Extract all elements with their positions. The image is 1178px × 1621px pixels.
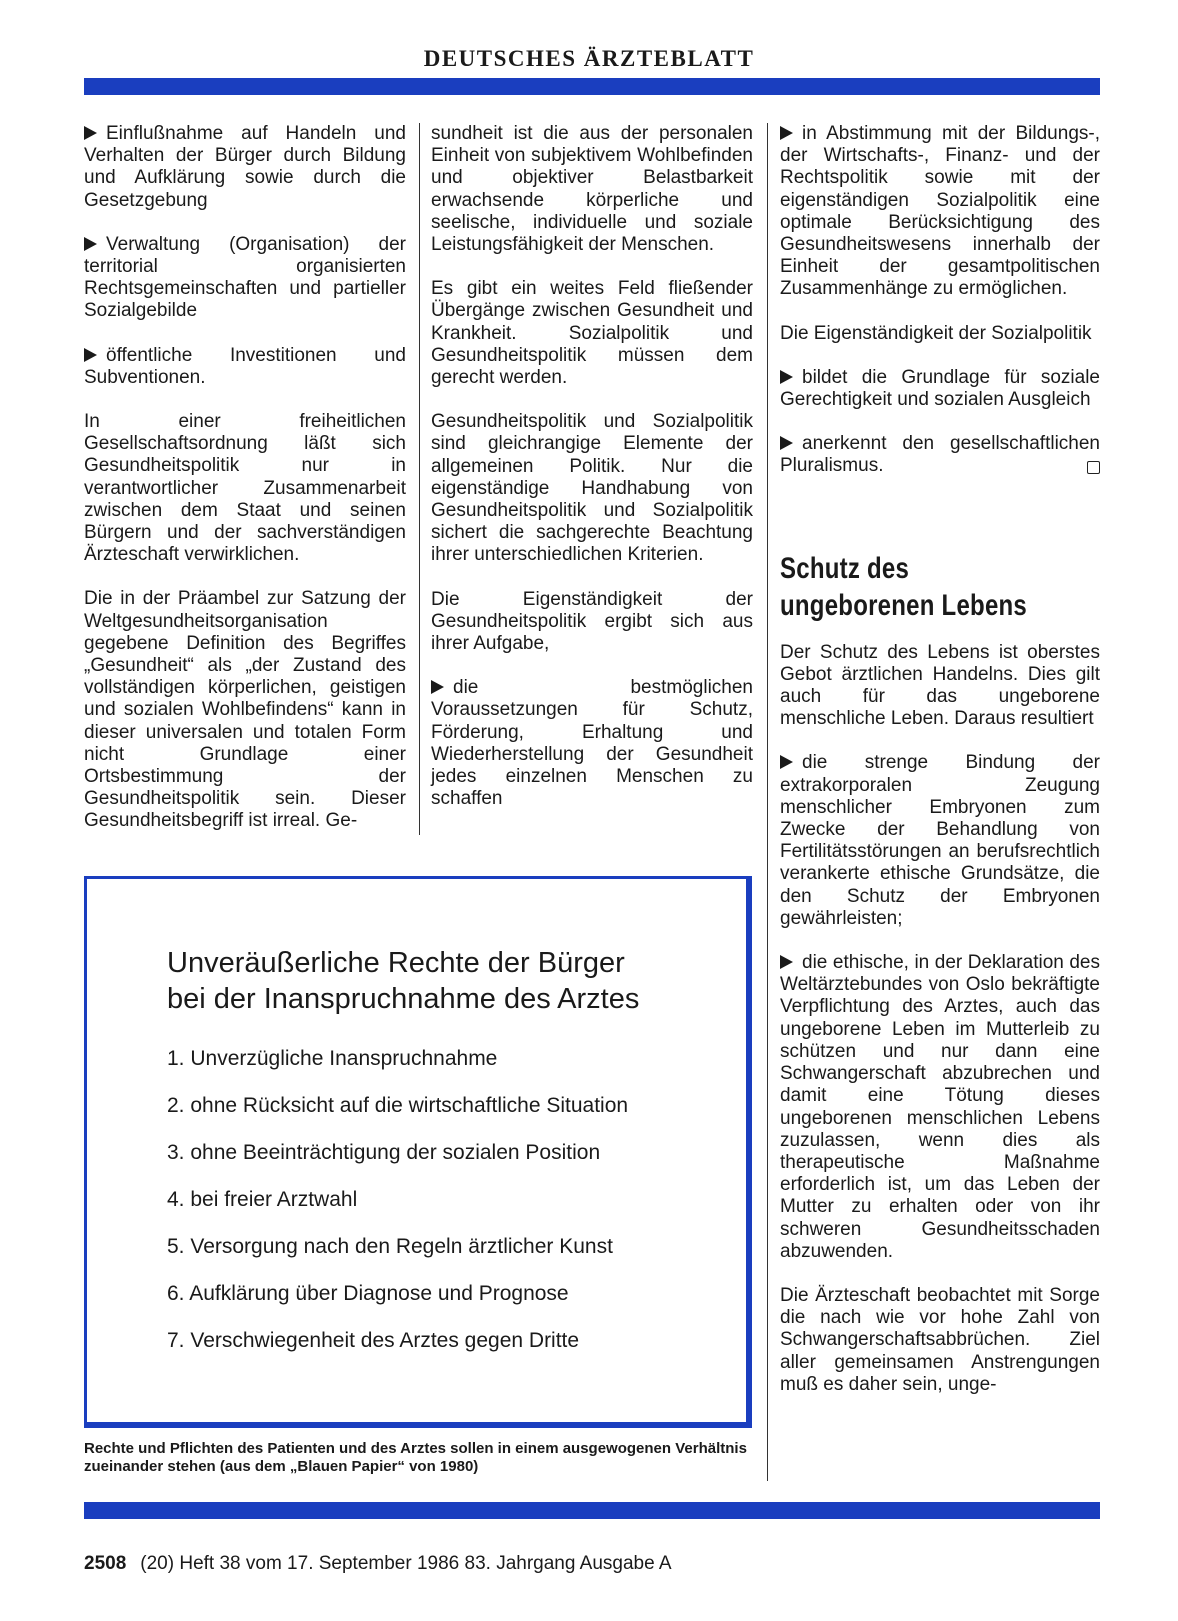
- triangle-bullet-icon: [84, 126, 97, 140]
- bullet-paragraph: die strenge Bindung der extrakorporalen Zeugung menschlicher Embryonen zum Zwecke der Behandlung von Fertilitätsstörungen an berufsrechtlich verankerte ethische Grundsätze, die den Schutz der Embryonen gewährleisten;: [780, 752, 1100, 929]
- rights-box-title: [167, 945, 727, 1017]
- bullet-paragraph: Verwaltung (Organisation) der territorial organisierten Rechtsgemeinschaften und partieller Sozialgebilde: [84, 233, 406, 322]
- body-paragraph: Der Schutz des Lebens ist oberstes Gebot ärztlichen Handelns. Dies gilt auch für das ungeborene menschliche Leben. Daraus resultiert: [780, 641, 1100, 730]
- triangle-bullet-icon: [780, 126, 793, 140]
- rights-list-item: 3. ohne Beeinträchtigung der sozialen Position: [167, 1141, 601, 1164]
- column-2: [431, 123, 753, 810]
- triangle-bullet-icon: [84, 237, 97, 251]
- triangle-bullet-icon: [431, 680, 444, 694]
- bullet-paragraph: in Abstimmung mit der Bildungs-, der Wirtschafts-, Finanz- und der Rechtspolitik sowie mit der eigenständigen Sozialpolitik eine optimale Berücksichtigung des Gesundheitswesens innerhalb der Einheit der gesamtpolitischen Zusammenhänge zu ermöglichen.: [780, 123, 1100, 300]
- column-divider: [419, 123, 420, 835]
- body-paragraph: Die Eigenständigkeit der Gesundheitspolitik ergibt sich aus ihrer Aufgabe,: [431, 588, 753, 655]
- triangle-bullet-icon: [780, 370, 793, 384]
- rights-list: [167, 1047, 628, 1376]
- masthead-title: DEUTSCHES ÄRZTEBLATT: [423, 46, 755, 71]
- triangle-bullet-icon: [780, 955, 793, 969]
- end-of-article-icon: [1087, 461, 1100, 474]
- body-paragraph: In einer freiheitlichen Gesellschaftsordnung läßt sich Gesundheitspolitik nur in verantwortlicher Zusammenarbeit zwischen dem Staat und seinen Bürgern und der sachverständigen Ärzteschaft verwirklichen.: [84, 411, 406, 566]
- rights-list-item: 4. bei freier Arztwahl: [167, 1188, 358, 1211]
- bottom-blue-bar: [84, 1502, 1100, 1519]
- top-blue-bar: [84, 78, 1100, 95]
- page-footer: [84, 1552, 672, 1576]
- issue-info: (20) Heft 38 vom 17. September 1986 83. Jahrgang Ausgabe A: [140, 1553, 672, 1574]
- section-heading-line: Schutz des: [780, 551, 910, 585]
- column-1: [84, 123, 406, 833]
- rights-list-item: 6. Aufklärung über Diagnose und Prognose: [167, 1282, 569, 1305]
- column-divider: [767, 123, 768, 1481]
- rights-list-item: 5. Versorgung nach den Regeln ärztlicher Kunst: [167, 1235, 613, 1258]
- body-paragraph: Es gibt ein weites Feld fließender Übergänge zwischen Gesundheit und Krankheit. Sozialpolitik und Gesundheitspolitik müssen dem gerecht werden.: [431, 278, 753, 389]
- body-paragraph: Die Ärzteschaft beobachtet mit Sorge die nach wie vor hohe Zahl von Schwangerschaftsabbrüchen. Ziel aller gemeinsamen Anstrengungen muß es daher sein, unge-: [780, 1284, 1100, 1395]
- triangle-bullet-icon: [780, 436, 793, 450]
- bullet-paragraph: öffentliche Investitionen und Subventionen.: [84, 344, 406, 388]
- body-paragraph: Die Eigenständigkeit der Sozialpolitik: [780, 322, 1092, 344]
- body-paragraph: Gesundheitspolitik und Sozialpolitik sind gleichrangige Elemente der allgemeinen Politik. Nur die eigenständige Handhabung von Gesundheitspolitik und Sozialpolitik sichert die sachgerechte Beachtung ihrer unterschiedlichen Kriterien.: [431, 411, 753, 566]
- bullet-paragraph: die ethische, in der Deklaration des Weltärztebundes von Oslo bekräftigte Verpflichtung des Arztes, auch das ungeborene Leben im Mutterleib zu schützen und nur dann eine Schwangerschaft abzubrechen und damit eine Tötung dieses ungeborenen menschlichen Lebens zuzulassen, wenn dies als therapeutische Maßnahme erforderlich ist, um das Leben der Mutter zu erhalten oder von ihr schweren Gesundheitsschaden abzuwenden.: [780, 952, 1100, 1262]
- bullet-paragraph: bildet die Grundlage für soziale Gerechtigkeit und sozialen Ausgleich: [780, 366, 1100, 411]
- bullet-paragraph: Einflußnahme auf Handeln und Verhalten der Bürger durch Bildung und Aufklärung sowie durch die Gesetzgebung: [84, 123, 406, 211]
- body-paragraph: sundheit ist die aus der personalen Einheit von subjektivem Wohlbefinden und objektiver Belastbarkeit erwachsende körperliche und seelische, individuelle und soziale Leistungsfähigkeit der Menschen.: [431, 123, 753, 256]
- bullet-paragraph: die bestmöglichen Voraussetzungen für Schutz, Förderung, Erhaltung und Wiederherstellung der Gesundheit jedes einzelnen Menschen zu schaffen: [431, 677, 753, 810]
- rights-box-title-line: bei der Inanspruchnahme des Arztes: [167, 983, 640, 1015]
- rights-list-item: 2. ohne Rücksicht auf die wirtschaftliche Situation: [167, 1094, 629, 1117]
- rights-box: [84, 876, 752, 1428]
- section-heading: [780, 550, 1036, 624]
- box-caption: Rechte und Pflichten des Patienten und des Arztes sollen in einem ausgewogenen Verhältnis zueinander stehen (aus dem „Blauen Papier“ von 1980): [84, 1440, 747, 1475]
- rights-list-item: 1. Unverzügliche Inanspruchnahme: [167, 1047, 498, 1070]
- triangle-bullet-icon: [84, 348, 97, 362]
- rights-list-item: 7. Verschwiegenheit des Arztes gegen Dritte: [167, 1329, 580, 1352]
- section-heading-line: ungeborenen Lebens: [780, 588, 1028, 622]
- bullet-paragraph: anerkennt den gesellschaftlichen Pluralismus.: [780, 433, 1100, 477]
- body-paragraph: Die in der Präambel zur Satzung der Weltgesundheitsorganisation gegebene Definition des Begriffes „Gesundheit“ als „der Zustand des vollständigen körperlichen, geistigen und sozialen Wohlbefindens“ kann in dieser universalen und totalen Form nicht Grundlage einer Ortsbestimmung der Gesundheitspolitik sein. Dieser Gesundheitsbegriff ist irreal. Ge-: [84, 588, 406, 832]
- column-3: [780, 123, 1100, 1396]
- page-number: 2508: [84, 1553, 127, 1574]
- rights-box-title-line: Unveräußerliche Rechte der Bürger: [167, 947, 625, 979]
- triangle-bullet-icon: [780, 755, 793, 769]
